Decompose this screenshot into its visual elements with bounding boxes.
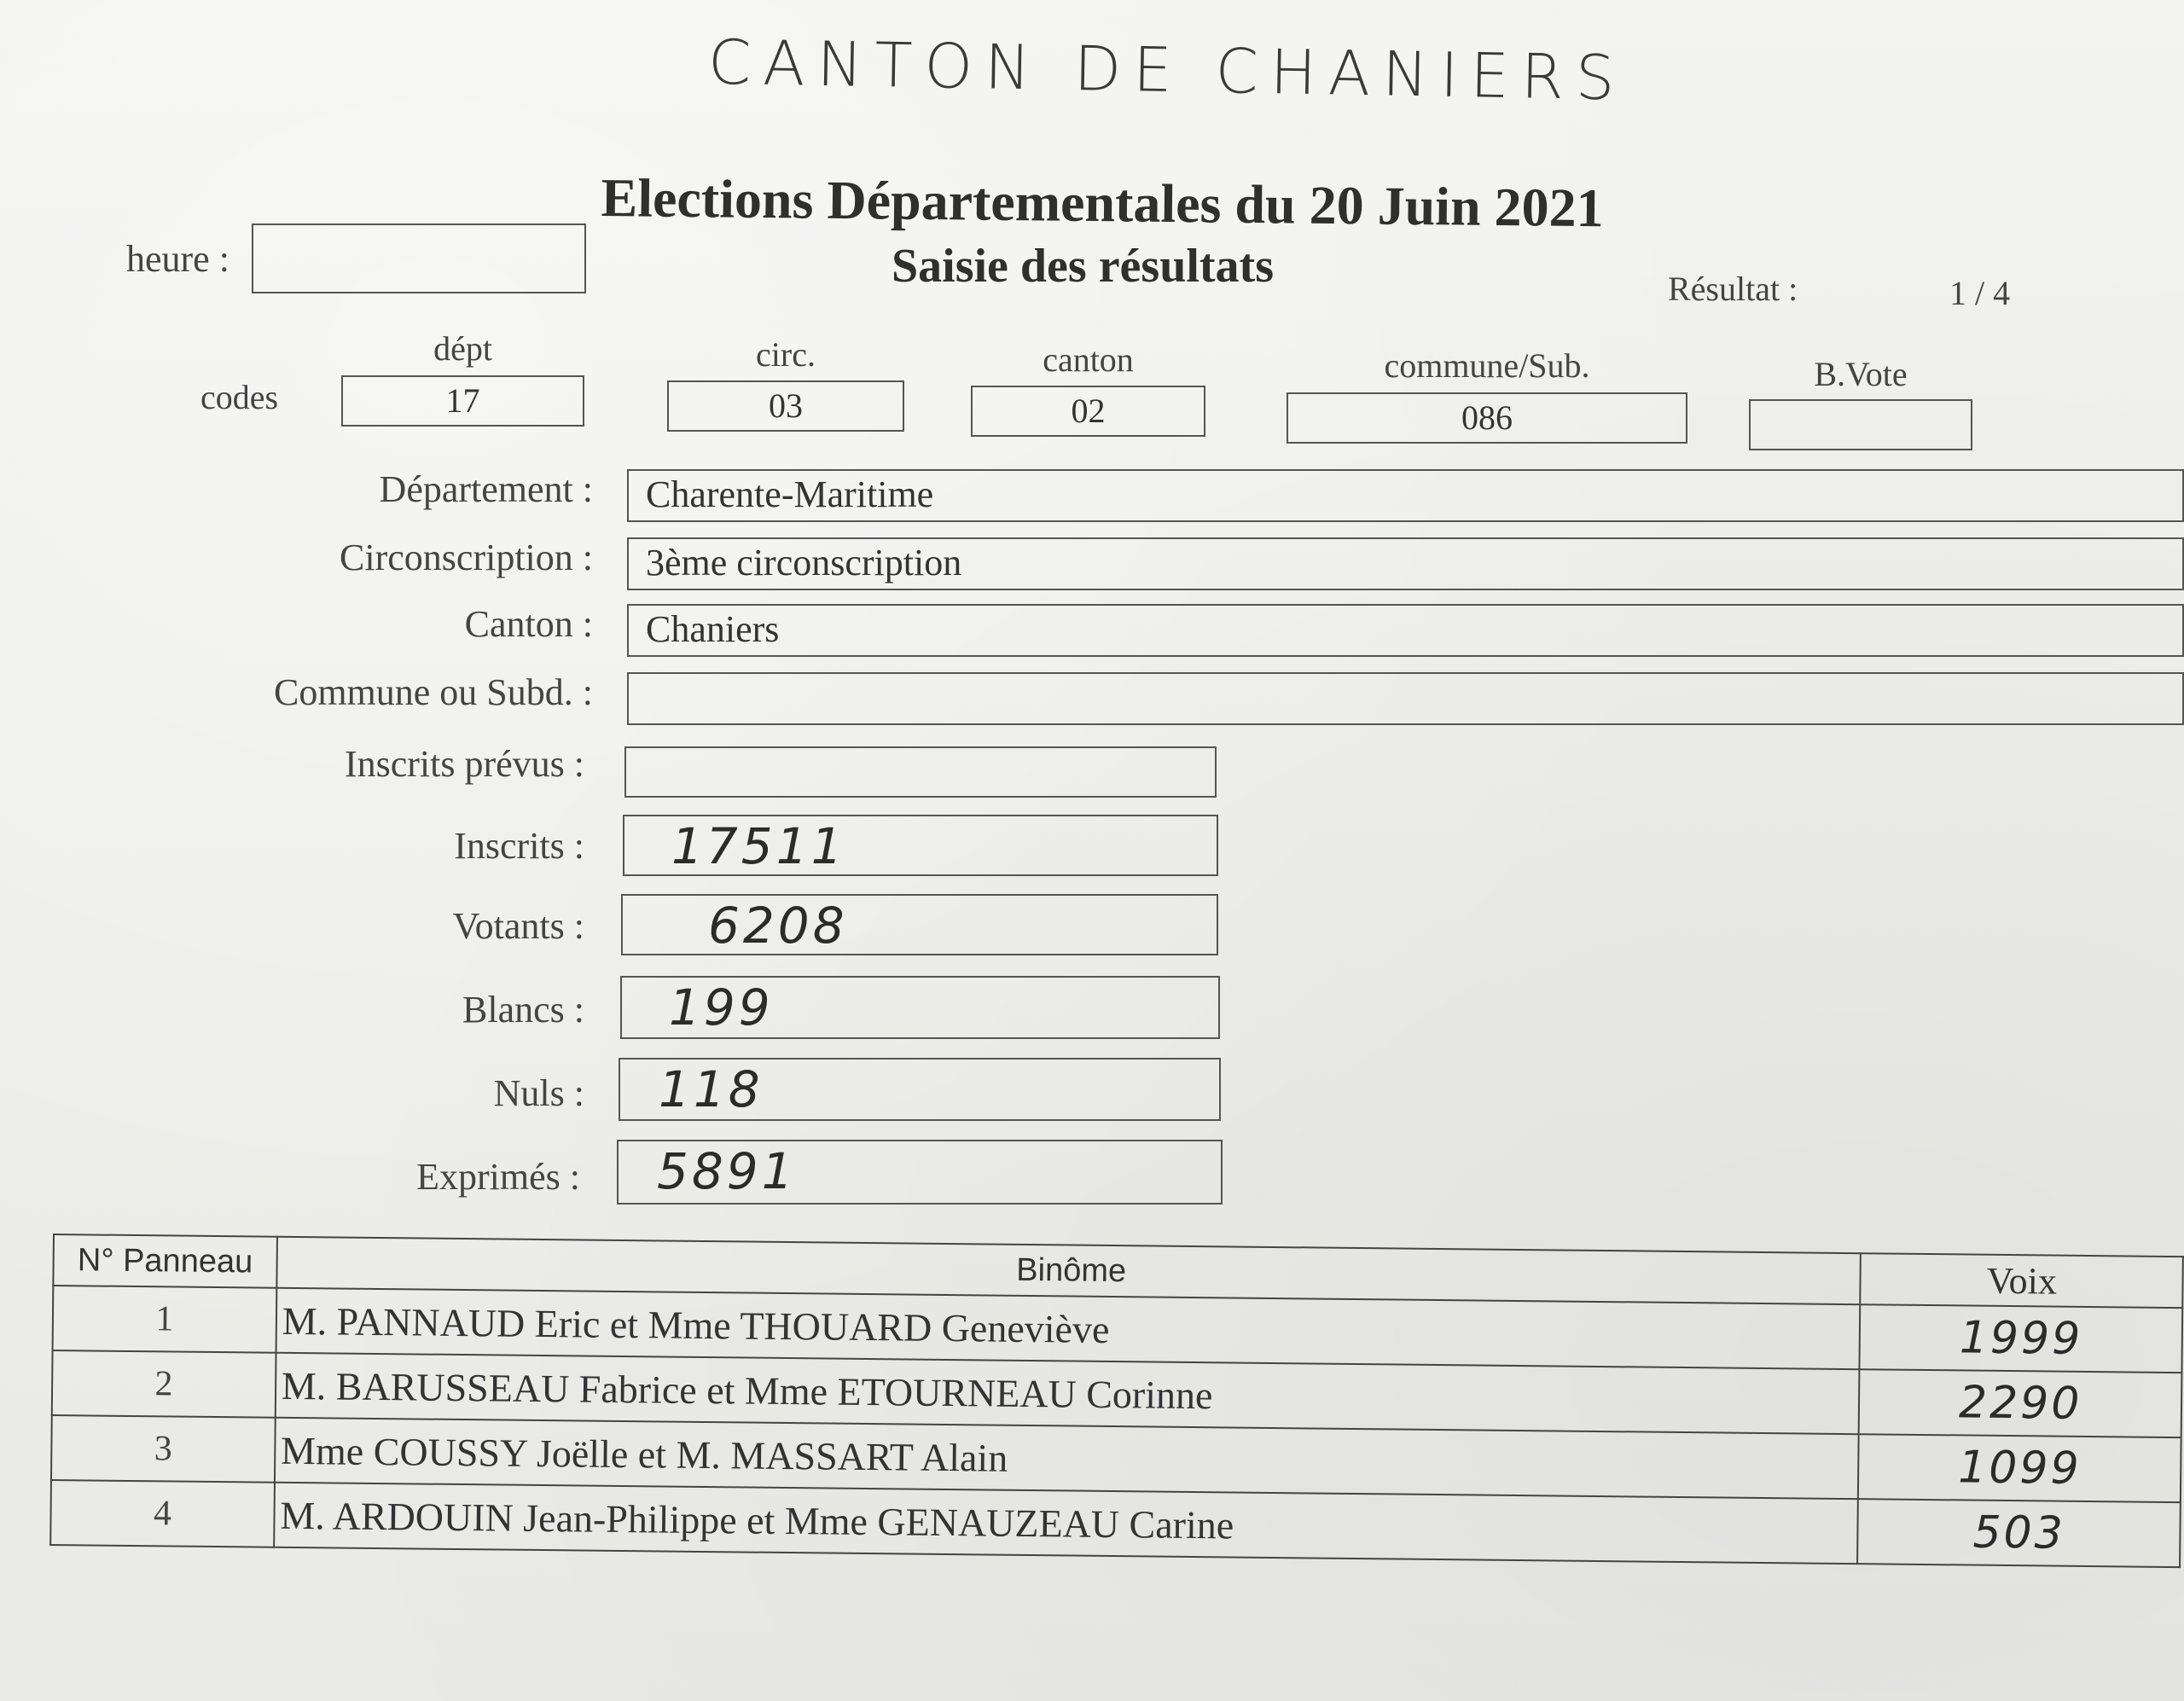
votants-field[interactable]: 6208 xyxy=(621,894,1218,955)
inscrits-prevus-field[interactable] xyxy=(624,746,1217,798)
canton-code-label: canton xyxy=(1043,340,1134,379)
departement-label: Département : xyxy=(379,468,593,510)
panneau-number: 2 xyxy=(52,1350,276,1418)
handwritten-canton-header: CANTON DE CHANIERS xyxy=(707,26,1628,114)
bvote-code-label: B.Vote xyxy=(1814,355,1908,393)
voix-value[interactable]: 2290 xyxy=(1859,1369,2181,1437)
blancs-label: Blancs : xyxy=(462,989,584,1030)
commune-code-field[interactable]: 086 xyxy=(1287,392,1687,444)
binome-name: M. PANNAUD Eric et Mme THOUARD Geneviève xyxy=(276,1288,1860,1369)
inscrits-label: Inscrits : xyxy=(454,825,584,867)
voix-value[interactable]: 1099 xyxy=(1858,1434,2181,1502)
canton-code-field[interactable]: 02 xyxy=(971,386,1205,437)
canton-field[interactable]: Chaniers xyxy=(627,604,2184,657)
codes-label: codes xyxy=(200,378,279,416)
binome-name: Mme COUSSY Joëlle et M. MASSART Alain xyxy=(275,1418,1859,1499)
panneau-header: N° Panneau xyxy=(53,1234,276,1288)
heure-label: heure : xyxy=(126,238,229,280)
binome-name: M. ARDOUIN Jean-Philippe et Mme GENAUZEAU Carine xyxy=(274,1483,1858,1564)
votants-label: Votants : xyxy=(452,905,584,947)
commune-code-label: commune/Sub. xyxy=(1384,346,1590,385)
voix-value[interactable]: 503 xyxy=(1857,1499,2180,1567)
departement-field[interactable]: Charente-Maritime xyxy=(627,469,2184,522)
voix-value[interactable]: 1999 xyxy=(1860,1304,2182,1373)
exprimes-field[interactable]: 5891 xyxy=(617,1140,1223,1205)
binome-name: M. BARUSSEAU Fabrice et Mme ETOURNEAU Corinne xyxy=(276,1353,1860,1434)
commune-field[interactable] xyxy=(627,672,2184,725)
panneau-number: 4 xyxy=(50,1480,275,1547)
results-table xyxy=(49,1234,2184,1568)
nuls-field[interactable]: 118 xyxy=(619,1058,1221,1121)
canton-label: Canton : xyxy=(464,603,593,645)
bvote-code-field[interactable] xyxy=(1749,399,1972,450)
circonscription-label: Circonscription : xyxy=(340,537,593,578)
resultat-value: 1 / 4 xyxy=(1949,274,2011,312)
commune-label: Commune ou Subd. : xyxy=(273,671,593,713)
nuls-label: Nuls : xyxy=(493,1072,584,1114)
inscrits-prevus-label: Inscrits prévus : xyxy=(344,743,584,785)
dept-code-label: dépt xyxy=(433,329,492,368)
panneau-number: 3 xyxy=(51,1415,276,1483)
binome-header: Binôme xyxy=(276,1237,1861,1304)
page-subtitle: Saisie des résultats xyxy=(892,240,1274,293)
dept-code-field[interactable]: 17 xyxy=(341,375,584,427)
resultat-label: Résultat : xyxy=(1668,270,1798,308)
circonscription-field[interactable]: 3ème circonscription xyxy=(627,537,2184,590)
circ-code-field[interactable]: 03 xyxy=(667,380,904,432)
inscrits-field[interactable]: 17511 xyxy=(623,815,1218,876)
voix-header: Voix xyxy=(1861,1253,2183,1308)
heure-field[interactable] xyxy=(252,224,586,293)
blancs-field[interactable]: 199 xyxy=(620,976,1220,1039)
exprimes-label: Exprimés : xyxy=(416,1156,580,1198)
panneau-number: 1 xyxy=(53,1286,277,1353)
page-title: Elections Départementales du 20 Juin 2021 xyxy=(601,166,1605,239)
circ-code-label: circ. xyxy=(756,335,816,374)
